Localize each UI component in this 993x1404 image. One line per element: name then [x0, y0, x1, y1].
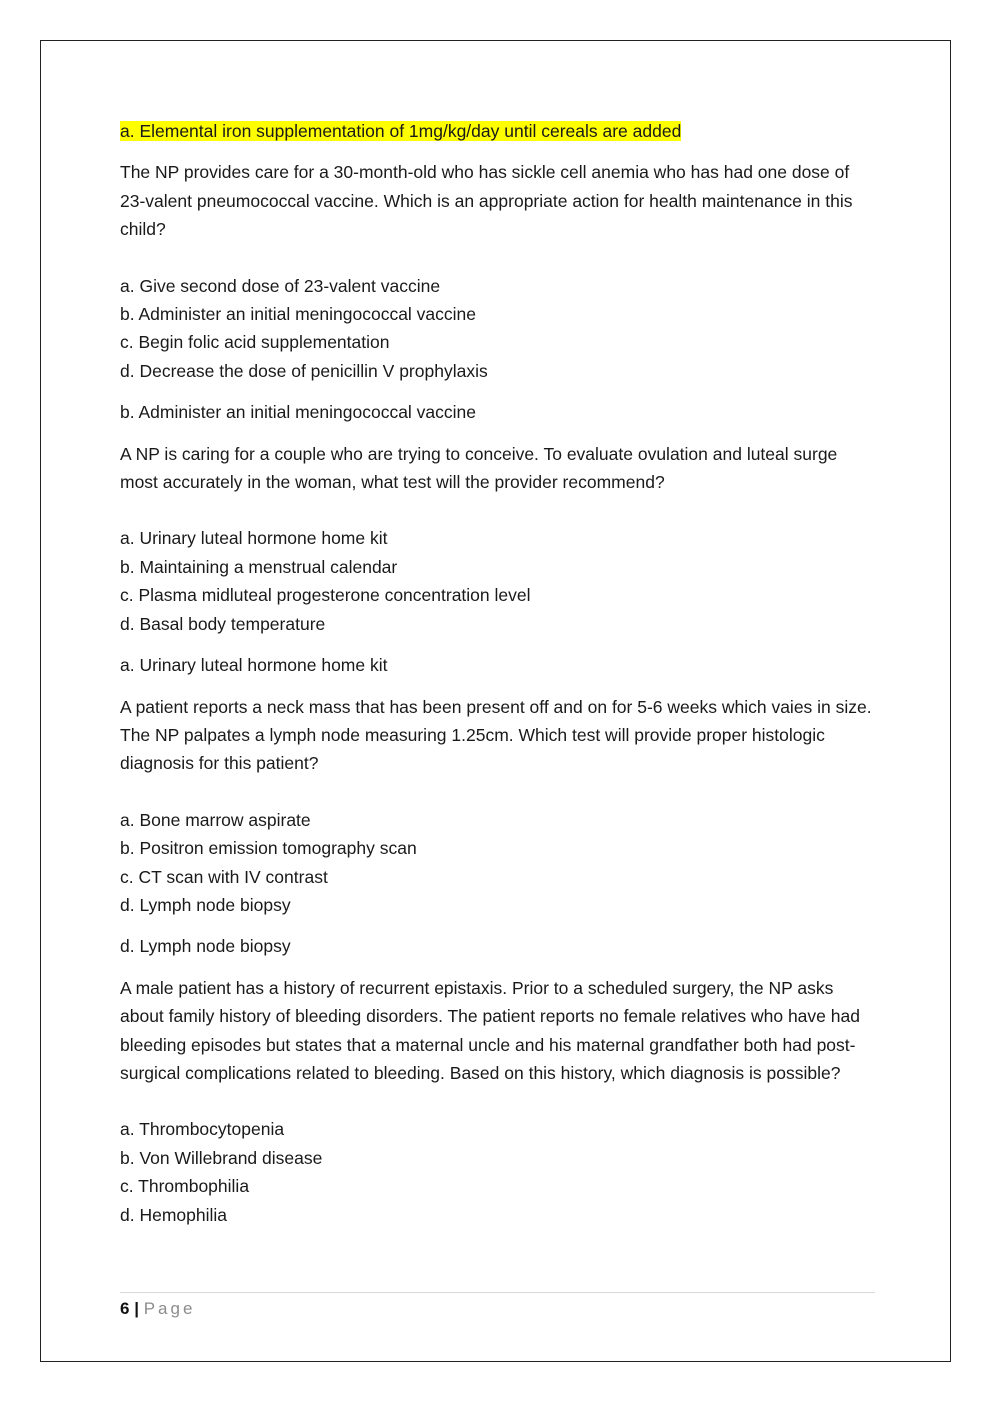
- option-item: d. Lymph node biopsy: [120, 894, 291, 915]
- option-item: d. Decrease the dose of penicillin V prophylaxis: [120, 360, 488, 381]
- question-stem: The NP provides care for a 30-month-old who has sickle cell anemia who has had one dose of 23-valent pneumococcal vaccine. Which is an appropriate action for health maintenance in this child?: [120, 162, 853, 240]
- options-list: [120, 806, 875, 920]
- previous-answer: [120, 117, 875, 145]
- answer-line: a. Urinary luteal hormone home kit: [120, 655, 388, 676]
- answer-line: d. Lymph node biopsy: [120, 936, 291, 957]
- options-list: [120, 272, 875, 386]
- options-list: [120, 524, 875, 638]
- option-item: d. Basal body temperature: [120, 613, 326, 634]
- option-item: c. Thrombophilia: [120, 1176, 250, 1197]
- option-item: b. Maintaining a menstrual calendar: [120, 556, 398, 577]
- option-item: c. Plasma midluteal progesterone concentration level: [120, 585, 531, 606]
- question-stem: A NP is caring for a couple who are trying to conceive. To evaluate ovulation and luteal surge most accurately in the woman, what test will the provider recommend?: [120, 443, 838, 493]
- page-number: 6: [120, 1299, 130, 1318]
- question-stem: A patient reports a neck mass that has been present off and on for 5-6 weeks which vaies in size. The NP palpates a lymph node measuring 1.25cm. Which test will provide proper histologic diagnosis for this patient?: [120, 696, 872, 774]
- option-item: c. Begin folic acid supplementation: [120, 332, 390, 353]
- page-separator: |: [134, 1299, 139, 1318]
- option-item: a. Give second dose of 23-valent vaccine: [120, 275, 441, 296]
- option-item: a. Thrombocytopenia: [120, 1119, 285, 1140]
- option-item: d. Hemophilia: [120, 1204, 227, 1225]
- option-item: c. CT scan with IV contrast: [120, 866, 328, 887]
- page-footer: [120, 1292, 875, 1321]
- options-list: [120, 1115, 875, 1229]
- answer-line: b. Administer an initial meningococcal vaccine: [120, 402, 477, 423]
- option-item: b. Von Willebrand disease: [120, 1147, 323, 1168]
- question-stem: A male patient has a history of recurrent epistaxis. Prior to a scheduled surgery, the NP asks about family history of bleeding disorders. The patient reports no female relatives who have had bleeding episodes but states that a maternal uncle and his maternal grandfather both had post-surgical complications related to bleeding. Based on this history, which diagnosis is possible?: [120, 977, 860, 1083]
- option-item: a. Urinary luteal hormone home kit: [120, 528, 388, 549]
- page-label: Page: [143, 1299, 196, 1318]
- option-item: b. Administer an initial meningococcal vaccine: [120, 304, 477, 325]
- document-body: [120, 117, 875, 1242]
- option-item: b. Positron emission tomography scan: [120, 838, 417, 859]
- option-item: a. Bone marrow aspirate: [120, 809, 311, 830]
- highlighted-answer: a. Elemental iron supplementation of 1mg/kg/day until cereals are added: [120, 121, 682, 141]
